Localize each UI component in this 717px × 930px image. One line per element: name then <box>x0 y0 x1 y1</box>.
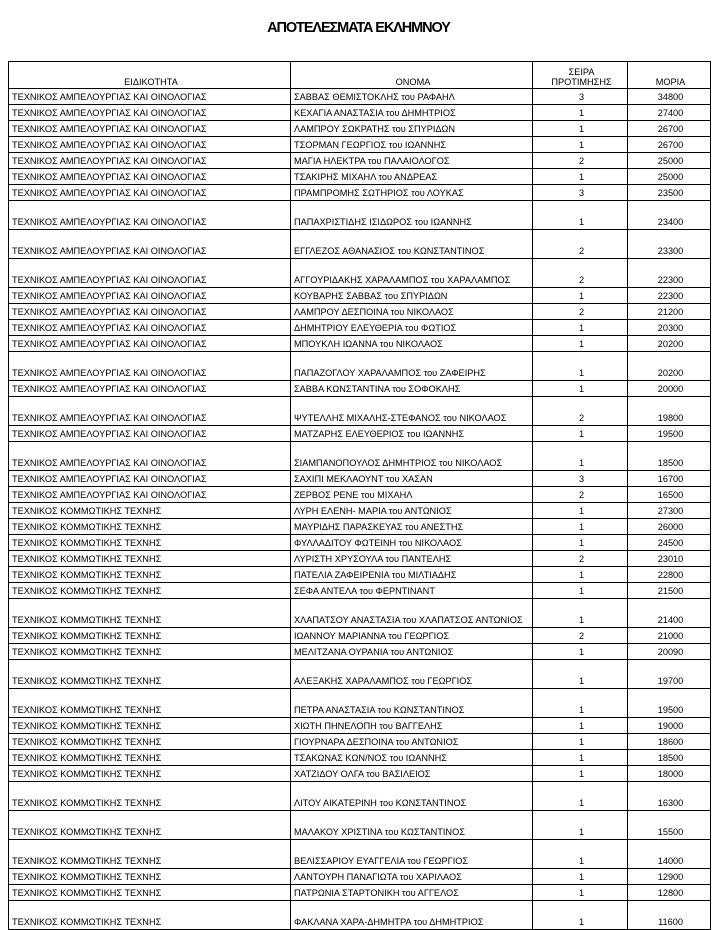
cell-score: 21200 <box>628 304 711 320</box>
cell-specialty: ΤΕΧΝΙΚΟΣ ΚΟΜΜΩΤΙΚΗΣ ΤΕΧΝΗΣ <box>9 885 291 901</box>
cell-score: 23300 <box>628 230 711 259</box>
cell-score: 20200 <box>628 336 711 352</box>
page-title: ΑΠΟΤΕΛΕΣΜΑΤΑ ΕΚΛΗΜΝΟΥ <box>267 20 450 36</box>
cell-specialty: ΤΕΧΝΙΚΟΣ ΑΜΠΕΛΟΥΡΓΙΑΣ ΚΑΙ ΟΙΝΟΛΟΓΙΑΣ <box>9 471 291 487</box>
cell-specialty: ΤΕΧΝΙΚΟΣ ΚΟΜΜΩΤΙΚΗΣ ΤΕΧΝΗΣ <box>9 901 291 930</box>
cell-preference: 1 <box>533 734 628 750</box>
cell-preference: 1 <box>533 885 628 901</box>
cell-score: 12800 <box>628 885 711 901</box>
cell-specialty: ΤΕΧΝΙΚΟΣ ΚΟΜΜΩΤΙΚΗΣ ΤΕΧΝΗΣ <box>9 869 291 885</box>
cell-preference: 1 <box>533 644 628 660</box>
cell-name: ΣΑΒΒΑ ΚΩΝΣΤΑΝΤΙΝΑ του ΣΟΦΟΚΛΗΣ <box>291 381 533 397</box>
cell-name: ΕΓΓΛΕΖΟΣ ΑΘΑΝΑΣΙΟΣ του ΚΩΝΣΤΑΝΤΙΝΟΣ <box>291 230 533 259</box>
cell-preference: 1 <box>533 288 628 304</box>
cell-name: ΜΠΟΥΚΛΗ ΙΩΑΝΝΑ του ΝΙΚΟΛΑΟΣ <box>291 336 533 352</box>
cell-specialty: ΤΕΧΝΙΚΟΣ ΚΟΜΜΩΤΙΚΗΣ ΤΕΧΝΗΣ <box>9 583 291 599</box>
cell-specialty: ΤΕΧΝΙΚΟΣ ΑΜΠΕΛΟΥΡΓΙΑΣ ΚΑΙ ΟΙΝΟΛΟΓΙΑΣ <box>9 153 291 169</box>
cell-score: 19500 <box>628 426 711 442</box>
cell-score: 25000 <box>628 169 711 185</box>
cell-preference: 1 <box>533 503 628 519</box>
table-row <box>9 426 711 442</box>
table-row <box>9 89 711 105</box>
cell-name: ΧΙΩΤΗ ΠΗΝΕΛΟΠΗ του ΒΑΓΓΕΛΗΣ <box>291 718 533 734</box>
cell-preference: 1 <box>533 901 628 930</box>
cell-specialty: ΤΕΧΝΙΚΟΣ ΚΟΜΜΩΤΙΚΗΣ ΤΕΧΝΗΣ <box>9 782 291 811</box>
table-row <box>9 644 711 660</box>
cell-name: ΨΥΤΕΛΛΗΣ ΜΙΧΑΛΗΣ-ΣΤΕΦΑΝΟΣ του ΝΙΚΟΛΑΟΣ <box>291 397 533 426</box>
cell-name: ΣΑΒΒΑΣ ΘΕΜΙΣΤΟΚΛΗΣ του ΡΑΦΑΗΛ <box>291 89 533 105</box>
table-row <box>9 583 711 599</box>
cell-preference: 1 <box>533 567 628 583</box>
cell-specialty: ΤΕΧΝΙΚΟΣ ΑΜΠΕΛΟΥΡΓΙΑΣ ΚΑΙ ΟΙΝΟΛΟΓΙΑΣ <box>9 336 291 352</box>
table-row <box>9 885 711 901</box>
table-row <box>9 288 711 304</box>
column-header-specialty: ΕΙΔΙΚΟΤΗΤΑ <box>9 62 291 89</box>
cell-specialty: ΤΕΧΝΙΚΟΣ ΑΜΠΕΛΟΥΡΓΙΑΣ ΚΑΙ ΟΙΝΟΛΟΓΙΑΣ <box>9 320 291 336</box>
cell-specialty: ΤΕΧΝΙΚΟΣ ΑΜΠΕΛΟΥΡΓΙΑΣ ΚΑΙ ΟΙΝΟΛΟΓΙΑΣ <box>9 121 291 137</box>
cell-name: ΠΡΑΜΠΡΟΜΗΣ ΣΩΤΗΡΙΟΣ του ΛΟΥΚΑΣ <box>291 185 533 201</box>
cell-score: 34800 <box>628 89 711 105</box>
cell-specialty: ΤΕΧΝΙΚΟΣ ΑΜΠΕΛΟΥΡΓΙΑΣ ΚΑΙ ΟΙΝΟΛΟΓΙΑΣ <box>9 201 291 230</box>
cell-score: 16700 <box>628 471 711 487</box>
cell-score: 26000 <box>628 519 711 535</box>
cell-name: ΜΑΓΙΑ ΗΛΕΚΤΡΑ του ΠΑΛΑΙΟΛΟΓΟΣ <box>291 153 533 169</box>
cell-specialty: ΤΕΧΝΙΚΟΣ ΚΟΜΜΩΤΙΚΗΣ ΤΕΧΝΗΣ <box>9 519 291 535</box>
cell-score: 18500 <box>628 442 711 471</box>
table-row <box>9 153 711 169</box>
cell-name: ΖΕΡΒΟΣ ΡΕΝΕ του ΜΙΧΑΗΛ <box>291 487 533 503</box>
cell-specialty: ΤΕΧΝΙΚΟΣ ΑΜΠΕΛΟΥΡΓΙΑΣ ΚΑΙ ΟΙΝΟΛΟΓΙΑΣ <box>9 397 291 426</box>
cell-score: 19500 <box>628 689 711 718</box>
cell-score: 25000 <box>628 153 711 169</box>
cell-preference: 1 <box>533 426 628 442</box>
table-row <box>9 782 711 811</box>
table-row <box>9 811 711 840</box>
table-row <box>9 304 711 320</box>
cell-specialty: ΤΕΧΝΙΚΟΣ ΑΜΠΕΛΟΥΡΓΙΑΣ ΚΑΙ ΟΙΝΟΛΟΓΙΑΣ <box>9 304 291 320</box>
cell-specialty: ΤΕΧΝΙΚΟΣ ΑΜΠΕΛΟΥΡΓΙΑΣ ΚΑΙ ΟΙΝΟΛΟΓΙΑΣ <box>9 288 291 304</box>
cell-score: 16500 <box>628 487 711 503</box>
cell-name: ΔΗΜΗΤΡΙΟΥ ΕΛΕΥΘΕΡΙΑ του ΦΩΤΙΟΣ <box>291 320 533 336</box>
cell-specialty: ΤΕΧΝΙΚΟΣ ΚΟΜΜΩΤΙΚΗΣ ΤΕΧΝΗΣ <box>9 599 291 628</box>
table-row <box>9 137 711 153</box>
cell-score: 18600 <box>628 734 711 750</box>
cell-name: ΒΕΛΙΣΣΑΡΙΟΥ ΕΥΑΓΓΕΛΙΑ του ΓΕΩΡΓΙΟΣ <box>291 840 533 869</box>
cell-score: 23400 <box>628 201 711 230</box>
table-row <box>9 471 711 487</box>
cell-name: ΜΑΛΑΚΟΥ ΧΡΙΣΤΙΝΑ του ΚΩΣΤΑΝΤΙΝΟΣ <box>291 811 533 840</box>
cell-name: ΠΑΤΡΩΝΙΑ ΣΤΑΡΤΟΝΙΚΗ του ΑΓΓΕΛΟΣ <box>291 885 533 901</box>
cell-preference: 2 <box>533 551 628 567</box>
cell-preference: 1 <box>533 381 628 397</box>
cell-specialty: ΤΕΧΝΙΚΟΣ ΑΜΠΕΛΟΥΡΓΙΑΣ ΚΑΙ ΟΙΝΟΛΟΓΙΑΣ <box>9 89 291 105</box>
cell-name: ΙΩΑΝΝΟΥ ΜΑΡΙΑΝΝΑ του ΓΕΩΡΓΙΟΣ <box>291 628 533 644</box>
cell-preference: 1 <box>533 689 628 718</box>
table-row <box>9 869 711 885</box>
table-row <box>9 487 711 503</box>
column-header-preference-line2: ΠΡΟΤΙΜΗΣΗΣ <box>551 77 612 87</box>
cell-score: 12900 <box>628 869 711 885</box>
cell-specialty: ΤΕΧΝΙΚΟΣ ΚΟΜΜΩΤΙΚΗΣ ΤΕΧΝΗΣ <box>9 660 291 689</box>
cell-specialty: ΤΕΧΝΙΚΟΣ ΑΜΠΕΛΟΥΡΓΙΑΣ ΚΑΙ ΟΙΝΟΛΟΓΙΑΣ <box>9 137 291 153</box>
cell-name: ΦΑΚΛΑΝΑ ΧΑΡΑ-ΔΗΜΗΤΡΑ του ΔΗΜΗΤΡΙΟΣ <box>291 901 533 930</box>
cell-preference: 2 <box>533 259 628 288</box>
cell-name: ΣΕΦΑ ΑΝΤΕΛΑ του ΦΕΡΝΤΙΝΑΝΤ <box>291 583 533 599</box>
cell-preference: 1 <box>533 660 628 689</box>
cell-specialty: ΤΕΧΝΙΚΟΣ ΚΟΜΜΩΤΙΚΗΣ ΤΕΧΝΗΣ <box>9 644 291 660</box>
cell-specialty: ΤΕΧΝΙΚΟΣ ΑΜΠΕΛΟΥΡΓΙΑΣ ΚΑΙ ΟΙΝΟΛΟΓΙΑΣ <box>9 442 291 471</box>
table-row <box>9 734 711 750</box>
table-row <box>9 766 711 782</box>
cell-name: ΠΕΤΡΑ ΑΝΑΣΤΑΣΙΑ του ΚΩΝΣΤΑΝΤΙΝΟΣ <box>291 689 533 718</box>
cell-specialty: ΤΕΧΝΙΚΟΣ ΚΟΜΜΩΤΙΚΗΣ ΤΕΧΝΗΣ <box>9 689 291 718</box>
cell-preference: 2 <box>533 153 628 169</box>
table-row <box>9 750 711 766</box>
cell-name: ΛΑΜΠΡΟΥ ΔΕΣΠΟΙΝΑ του ΝΙΚΟΛΑΟΣ <box>291 304 533 320</box>
column-header-score: ΜΟΡΙΑ <box>628 62 711 89</box>
cell-score: 20200 <box>628 352 711 381</box>
cell-preference: 1 <box>533 840 628 869</box>
cell-preference: 1 <box>533 442 628 471</box>
cell-score: 19000 <box>628 718 711 734</box>
cell-name: ΜΑΥΡΙΔΗΣ ΠΑΡΑΣΚΕΥΑΣ του ΑΝΕΣΤΗΣ <box>291 519 533 535</box>
cell-preference: 1 <box>533 766 628 782</box>
table-row <box>9 689 711 718</box>
cell-score: 16300 <box>628 782 711 811</box>
cell-name: ΣΑΧΙΠΙ ΜΕΚΛΑΟΥΝΤ του ΧΑΣΑΝ <box>291 471 533 487</box>
cell-preference: 3 <box>533 185 628 201</box>
cell-specialty: ΤΕΧΝΙΚΟΣ ΚΟΜΜΩΤΙΚΗΣ ΤΕΧΝΗΣ <box>9 840 291 869</box>
table-row <box>9 336 711 352</box>
table-row <box>9 718 711 734</box>
cell-score: 24500 <box>628 535 711 551</box>
cell-name: ΑΛΕΞΑΚΗΣ ΧΑΡΑΛΑΜΠΟΣ του ΓΕΩΡΓΙΟΣ <box>291 660 533 689</box>
cell-preference: 2 <box>533 628 628 644</box>
column-header-preference-line1: ΣΕΙΡΑ <box>568 67 595 77</box>
cell-specialty: ΤΕΧΝΙΚΟΣ ΚΟΜΜΩΤΙΚΗΣ ΤΕΧΝΗΣ <box>9 628 291 644</box>
cell-score: 20300 <box>628 320 711 336</box>
cell-preference: 1 <box>533 336 628 352</box>
cell-preference: 1 <box>533 750 628 766</box>
cell-preference: 1 <box>533 320 628 336</box>
cell-preference: 3 <box>533 89 628 105</box>
cell-specialty: ΤΕΧΝΙΚΟΣ ΑΜΠΕΛΟΥΡΓΙΑΣ ΚΑΙ ΟΙΝΟΛΟΓΙΑΣ <box>9 487 291 503</box>
table-header-row <box>9 62 711 89</box>
table-row <box>9 628 711 644</box>
table-row <box>9 551 711 567</box>
cell-preference: 1 <box>533 121 628 137</box>
cell-score: 11600 <box>628 901 711 930</box>
cell-specialty: ΤΕΧΝΙΚΟΣ ΑΜΠΕΛΟΥΡΓΙΑΣ ΚΑΙ ΟΙΝΟΛΟΓΙΑΣ <box>9 169 291 185</box>
cell-score: 19700 <box>628 660 711 689</box>
cell-preference: 1 <box>533 869 628 885</box>
cell-specialty: ΤΕΧΝΙΚΟΣ ΚΟΜΜΩΤΙΚΗΣ ΤΕΧΝΗΣ <box>9 567 291 583</box>
cell-score: 21500 <box>628 583 711 599</box>
table-row <box>9 381 711 397</box>
table-row <box>9 352 711 381</box>
cell-specialty: ΤΕΧΝΙΚΟΣ ΚΟΜΜΩΤΙΚΗΣ ΤΕΧΝΗΣ <box>9 535 291 551</box>
table-row <box>9 535 711 551</box>
cell-preference: 1 <box>533 169 628 185</box>
cell-preference: 1 <box>533 535 628 551</box>
cell-name: ΦΥΛΛΑΔΙΤΟΥ ΦΩΤΕΙΝΗ του ΝΙΚΟΛΑΟΣ <box>291 535 533 551</box>
cell-preference: 1 <box>533 105 628 121</box>
table-row <box>9 840 711 869</box>
cell-score: 21400 <box>628 599 711 628</box>
cell-score: 15500 <box>628 811 711 840</box>
table-row <box>9 185 711 201</box>
cell-name: ΜΕΛΙΤΖΑΝΑ ΟΥΡΑΝΙΑ του ΑΝΤΩΝΙΟΣ <box>291 644 533 660</box>
cell-preference: 1 <box>533 811 628 840</box>
cell-specialty: ΤΕΧΝΙΚΟΣ ΚΟΜΜΩΤΙΚΗΣ ΤΕΧΝΗΣ <box>9 503 291 519</box>
cell-name: ΤΣΟΡΜΑΝ ΓΕΩΡΓΙΟΣ του ΙΩΑΝΝΗΣ <box>291 137 533 153</box>
cell-score: 20000 <box>628 381 711 397</box>
cell-name: ΛΙΤΟΥ ΑΙΚΑΤΕΡΙΝΗ του ΚΩΝΣΤΑΝΤΙΝΟΣ <box>291 782 533 811</box>
cell-specialty: ΤΕΧΝΙΚΟΣ ΑΜΠΕΛΟΥΡΓΙΑΣ ΚΑΙ ΟΙΝΟΛΟΓΙΑΣ <box>9 381 291 397</box>
cell-specialty: ΤΕΧΝΙΚΟΣ ΚΟΜΜΩΤΙΚΗΣ ΤΕΧΝΗΣ <box>9 766 291 782</box>
cell-preference: 1 <box>533 782 628 811</box>
column-header-preference <box>533 62 628 89</box>
cell-score: 14000 <box>628 840 711 869</box>
cell-name: ΧΛΑΠΑΤΣΟΥ ΑΝΑΣΤΑΣΙΑ του ΧΛΑΠΑΤΣΟΣ ΑΝΤΩΝΙΟΣ <box>291 599 533 628</box>
cell-specialty: ΤΕΧΝΙΚΟΣ ΚΟΜΜΩΤΙΚΗΣ ΤΕΧΝΗΣ <box>9 734 291 750</box>
cell-name: ΑΓΓΟΥΡΙΔΑΚΗΣ ΧΑΡΑΛΑΜΠΟΣ του ΧΑΡΑΛΑΜΠΟΣ <box>291 259 533 288</box>
cell-name: ΠΑΠΑΧΡΙΣΤΙΔΗΣ ΙΣΙΔΩΡΟΣ του ΙΩΑΝΝΗΣ <box>291 201 533 230</box>
column-header-name: ΟΝΟΜΑ <box>291 62 533 89</box>
cell-name: ΠΑΠΑΖΟΓΛΟΥ ΧΑΡΑΛΑΜΠΟΣ του ΖΑΦΕΙΡΗΣ <box>291 352 533 381</box>
table-row <box>9 442 711 471</box>
cell-name: ΤΣΑΚΩΝΑΣ ΚΩΝ/ΝΟΣ του ΙΩΑΝΝΗΣ <box>291 750 533 766</box>
table-row <box>9 567 711 583</box>
cell-specialty: ΤΕΧΝΙΚΟΣ ΚΟΜΜΩΤΙΚΗΣ ΤΕΧΝΗΣ <box>9 811 291 840</box>
cell-score: 23500 <box>628 185 711 201</box>
cell-preference: 2 <box>533 487 628 503</box>
cell-specialty: ΤΕΧΝΙΚΟΣ ΑΜΠΕΛΟΥΡΓΙΑΣ ΚΑΙ ΟΙΝΟΛΟΓΙΑΣ <box>9 185 291 201</box>
cell-name: ΠΑΤΕΛΙΑ ΖΑΦΕΙΡΕΝΙΑ του ΜΙΛΤΙΑΔΗΣ <box>291 567 533 583</box>
cell-preference: 1 <box>533 137 628 153</box>
cell-name: ΚΟΥΒΑΡΗΣ ΣΑΒΒΑΣ του ΣΠΥΡΙΔΩΝ <box>291 288 533 304</box>
table-row <box>9 519 711 535</box>
table-row <box>9 259 711 288</box>
cell-name: ΛΥΡΙΣΤΗ ΧΡΥΣΟΥΛΑ του ΠΑΝΤΕΛΗΣ <box>291 551 533 567</box>
cell-score: 20090 <box>628 644 711 660</box>
cell-specialty: ΤΕΧΝΙΚΟΣ ΑΜΠΕΛΟΥΡΓΙΑΣ ΚΑΙ ΟΙΝΟΛΟΓΙΑΣ <box>9 259 291 288</box>
cell-preference: 1 <box>533 519 628 535</box>
cell-specialty: ΤΕΧΝΙΚΟΣ ΑΜΠΕΛΟΥΡΓΙΑΣ ΚΑΙ ΟΙΝΟΛΟΓΙΑΣ <box>9 426 291 442</box>
cell-specialty: ΤΕΧΝΙΚΟΣ ΑΜΠΕΛΟΥΡΓΙΑΣ ΚΑΙ ΟΙΝΟΛΟΓΙΑΣ <box>9 352 291 381</box>
cell-preference: 3 <box>533 471 628 487</box>
cell-name: ΛΑΜΠΡΟΥ ΣΩΚΡΑΤΗΣ του ΣΠΥΡΙΔΩΝ <box>291 121 533 137</box>
table-row <box>9 901 711 930</box>
table-row <box>9 503 711 519</box>
cell-name: ΓΙΟΥΡΝΑΡΑ ΔΕΣΠΟΙΝΑ του ΑΝΤΩΝΙΟΣ <box>291 734 533 750</box>
table-row <box>9 230 711 259</box>
cell-specialty: ΤΕΧΝΙΚΟΣ ΚΟΜΜΩΤΙΚΗΣ ΤΕΧΝΗΣ <box>9 718 291 734</box>
cell-specialty: ΤΕΧΝΙΚΟΣ ΑΜΠΕΛΟΥΡΓΙΑΣ ΚΑΙ ΟΙΝΟΛΟΓΙΑΣ <box>9 105 291 121</box>
cell-score: 27300 <box>628 503 711 519</box>
cell-score: 22800 <box>628 567 711 583</box>
cell-score: 27400 <box>628 105 711 121</box>
table-row <box>9 660 711 689</box>
table-row <box>9 169 711 185</box>
table-row <box>9 105 711 121</box>
table-row <box>9 397 711 426</box>
cell-specialty: ΤΕΧΝΙΚΟΣ ΑΜΠΕΛΟΥΡΓΙΑΣ ΚΑΙ ΟΙΝΟΛΟΓΙΑΣ <box>9 230 291 259</box>
table-row <box>9 320 711 336</box>
cell-preference: 1 <box>533 583 628 599</box>
cell-score: 26700 <box>628 137 711 153</box>
cell-score: 26700 <box>628 121 711 137</box>
cell-preference: 1 <box>533 718 628 734</box>
cell-score: 21000 <box>628 628 711 644</box>
results-table <box>8 61 711 930</box>
cell-specialty: ΤΕΧΝΙΚΟΣ ΚΟΜΜΩΤΙΚΗΣ ΤΕΧΝΗΣ <box>9 750 291 766</box>
cell-score: 23010 <box>628 551 711 567</box>
cell-name: ΤΣΑΚΙΡΗΣ ΜΙΧΑΗΛ του ΑΝΔΡΕΑΣ <box>291 169 533 185</box>
cell-name: ΛΑΝΤΟΥΡΗ ΠΑΝΑΓΙΩΤΑ του ΧΑΡΙΛΑΟΣ <box>291 869 533 885</box>
table-row <box>9 121 711 137</box>
table-row <box>9 599 711 628</box>
cell-preference: 1 <box>533 599 628 628</box>
cell-name: ΚΕΧΑΓΙΑ ΑΝΑΣΤΑΣΙΑ του ΔΗΜΗΤΡΙΟΣ <box>291 105 533 121</box>
cell-score: 18000 <box>628 766 711 782</box>
cell-preference: 1 <box>533 201 628 230</box>
table-body <box>9 89 711 930</box>
cell-name: ΛΥΡΗ ΕΛΕΝΗ- ΜΑΡΙΑ του ΑΝΤΩΝΙΟΣ <box>291 503 533 519</box>
cell-score: 18500 <box>628 750 711 766</box>
cell-score: 22300 <box>628 288 711 304</box>
cell-specialty: ΤΕΧΝΙΚΟΣ ΚΟΜΜΩΤΙΚΗΣ ΤΕΧΝΗΣ <box>9 551 291 567</box>
cell-preference: 1 <box>533 352 628 381</box>
cell-score: 22300 <box>628 259 711 288</box>
cell-name: ΜΑΤΖΑΡΗΣ ΕΛΕΥΘΕΡΙΟΣ του ΙΩΑΝΝΗΣ <box>291 426 533 442</box>
cell-preference: 2 <box>533 304 628 320</box>
cell-preference: 2 <box>533 230 628 259</box>
table-row <box>9 201 711 230</box>
cell-name: ΣΙΑΜΠΑΝΟΠΟΥΛΟΣ ΔΗΜΗΤΡΙΟΣ του ΝΙΚΟΛΑΟΣ <box>291 442 533 471</box>
cell-score: 19800 <box>628 397 711 426</box>
cell-name: ΧΑΤΖΙΔΟΥ ΟΛΓΑ του ΒΑΣΙΛΕΙΟΣ <box>291 766 533 782</box>
cell-preference: 2 <box>533 397 628 426</box>
